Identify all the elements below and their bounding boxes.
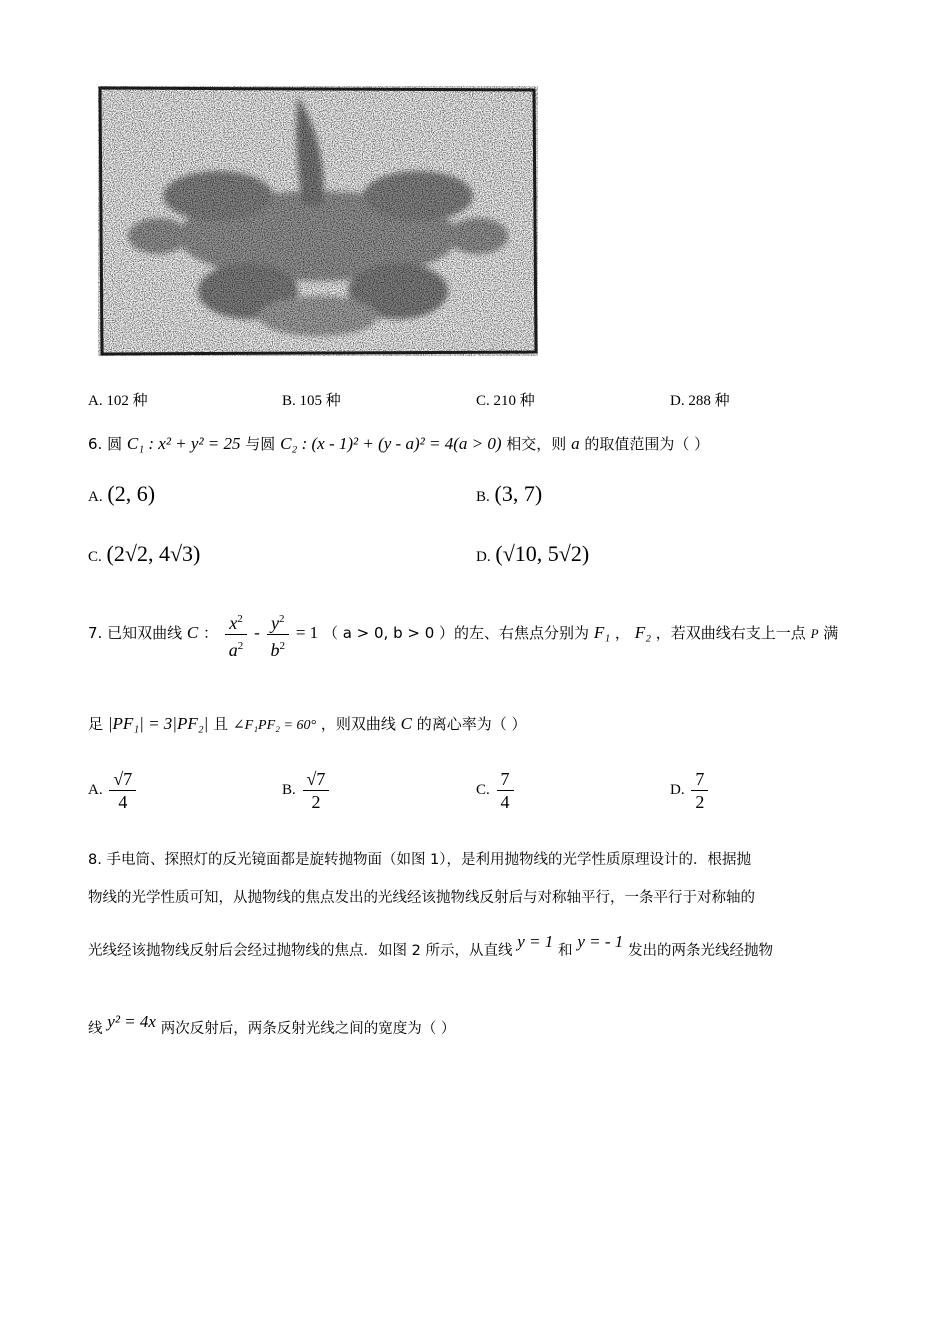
- q7-comma: ，: [614, 624, 630, 642]
- q6-c2-equation: C₂ : (x - 1)² + (y - a)² = 4(a > 0): [280, 434, 502, 453]
- q5-option-d[interactable]: [670, 390, 730, 411]
- q8-line4-start: 线: [88, 1021, 103, 1037]
- q7-man: 满: [823, 624, 839, 642]
- q7-option-a-num: √7: [109, 768, 136, 791]
- q7-line2-mid: ，则双曲线: [320, 715, 396, 733]
- q6-option-c[interactable]: [88, 541, 201, 567]
- relief-figure-image: [98, 86, 538, 356]
- q7-point-p: P: [810, 626, 819, 641]
- q7-number: 7. 已知双曲线: [88, 624, 183, 642]
- q8-line1: 8. 手电筒、探照灯的反光镜面都是旋转抛物面（如图 1），是利用抛物线的光学性质原理设计的．根据抛: [88, 852, 752, 868]
- q5-option-c-label: C. 210 种: [476, 393, 535, 409]
- q7-option-b-den: 2: [311, 791, 321, 812]
- q7-option-b-fraction: [303, 768, 330, 813]
- q7-line2-end: 的离心率为（ ）: [416, 715, 527, 733]
- q6-mid-text: 与圆: [245, 435, 276, 453]
- q8-line4-eq: y² = 4x: [107, 1012, 156, 1031]
- q8-line4-end: 两次反射后，两条反射光线之间的宽度为（ ）: [160, 1021, 456, 1037]
- q7-option-b[interactable]: [282, 764, 331, 815]
- q5-option-d-label: D. 288 种: [670, 393, 730, 409]
- q7-option-d[interactable]: [670, 764, 710, 815]
- q8-line2: 物线的光学性质可知，从抛物线的焦点发出的光线经该抛物线反射后与对称轴平行，一条平行于对称轴的: [88, 890, 755, 906]
- q7-option-c-letter: C.: [476, 782, 490, 798]
- question-6-stem: [88, 434, 709, 454]
- q6-option-c-value: (2√2, 4√3): [106, 541, 201, 566]
- q6-option-d-value: (√10, 5√2): [495, 541, 590, 566]
- q7-option-a[interactable]: [88, 764, 138, 815]
- q5-option-a-label: A. 102 种: [88, 393, 148, 409]
- q7-part2: ，若双曲线右支上一点: [655, 624, 806, 642]
- q7-option-d-num: 7: [691, 768, 708, 791]
- q6-end-text: 的取值范围为（ ）: [584, 435, 710, 453]
- q6-option-c-letter: C.: [88, 549, 102, 565]
- q7-angle: ∠F₁PF₂ = 60°: [232, 718, 317, 733]
- q6-option-d-letter: D.: [476, 549, 491, 565]
- q6-number: 6. 圆: [88, 435, 123, 453]
- q7-curve-name-2: C: [400, 714, 412, 733]
- q7-option-b-num: √7: [303, 768, 330, 791]
- q7-focus-f2: F₂: [634, 623, 651, 642]
- q7-option-a-letter: A.: [88, 782, 103, 798]
- q7-option-d-den: 2: [695, 791, 705, 812]
- q7-pf-equation: |PF₁| = 3|PF₂|: [107, 714, 209, 733]
- q7-option-c-den: 4: [500, 791, 510, 812]
- question-7-stem-line1: 7. 已知双曲线 C ： $\frac{x^2}{a^2}$ - $\frac{y^2}{b^2}$ = 1 （ a > 0, b > 0 ）的左、右焦点分别为 F₁ ， F₂ ，若双曲线右支上一点 P 满: [88, 605, 838, 662]
- q5-option-b-label: B. 105 种: [282, 393, 341, 409]
- q6-option-b-letter: B.: [476, 489, 490, 505]
- question-figure: [98, 86, 538, 356]
- q5-option-b[interactable]: [282, 390, 341, 411]
- q7-option-c[interactable]: [476, 764, 516, 815]
- q7-option-c-fraction: [497, 768, 514, 813]
- q6-option-a-letter: A.: [88, 489, 103, 505]
- q7-curve-name: C: [186, 623, 199, 642]
- q8-line3: [88, 932, 774, 961]
- q7-option-a-fraction: [109, 768, 136, 813]
- q6-option-b[interactable]: [476, 481, 543, 507]
- q7-colon: ：: [203, 624, 219, 642]
- q6-tail-text: 相交，则: [506, 435, 567, 453]
- q5-option-a[interactable]: [88, 390, 148, 411]
- q6-option-d[interactable]: [476, 541, 590, 567]
- q7-option-d-fraction: [691, 768, 708, 813]
- q8-line4: [88, 1012, 456, 1039]
- question-7-stem-line2: [88, 714, 527, 736]
- q6-option-a[interactable]: [88, 481, 156, 507]
- q6-c1-equation: C₁ : x² + y² = 25: [126, 434, 241, 453]
- q7-fraction-x: $\frac{x^2}{a^2}$: [225, 608, 248, 661]
- q7-option-c-num: 7: [497, 768, 514, 791]
- q8-line3-start: 光线经该抛物线反射后会经过抛物线的焦点．如图 2 所示，从直线: [88, 943, 513, 959]
- q7-option-d-letter: D.: [670, 782, 685, 798]
- q8-line3-end: 发出的两条光线经抛物: [628, 943, 774, 959]
- q7-focus-f1: F₁: [593, 623, 611, 642]
- q7-option-b-letter: B.: [282, 782, 296, 798]
- q8-line3-and: 和: [558, 943, 573, 959]
- q7-line2-start: 足: [88, 715, 104, 733]
- q8-line3-eq1: y = 1: [517, 932, 554, 951]
- q7-condition: （ a > 0, b > 0 ）的左、右焦点分别为: [322, 624, 590, 642]
- q7-equals-one: = 1: [295, 623, 319, 642]
- q7-qie: 且: [213, 715, 229, 733]
- q6-option-a-value: (2, 6): [107, 481, 156, 506]
- q7-option-a-den: 4: [118, 791, 128, 812]
- q5-option-c[interactable]: [476, 390, 535, 411]
- q6-variable: a: [571, 434, 580, 453]
- q7-fraction-y: $\frac{y^2}{b^2}$: [267, 608, 290, 661]
- q6-option-b-value: (3, 7): [494, 481, 543, 506]
- q8-line3-eq2: y = - 1: [577, 932, 624, 951]
